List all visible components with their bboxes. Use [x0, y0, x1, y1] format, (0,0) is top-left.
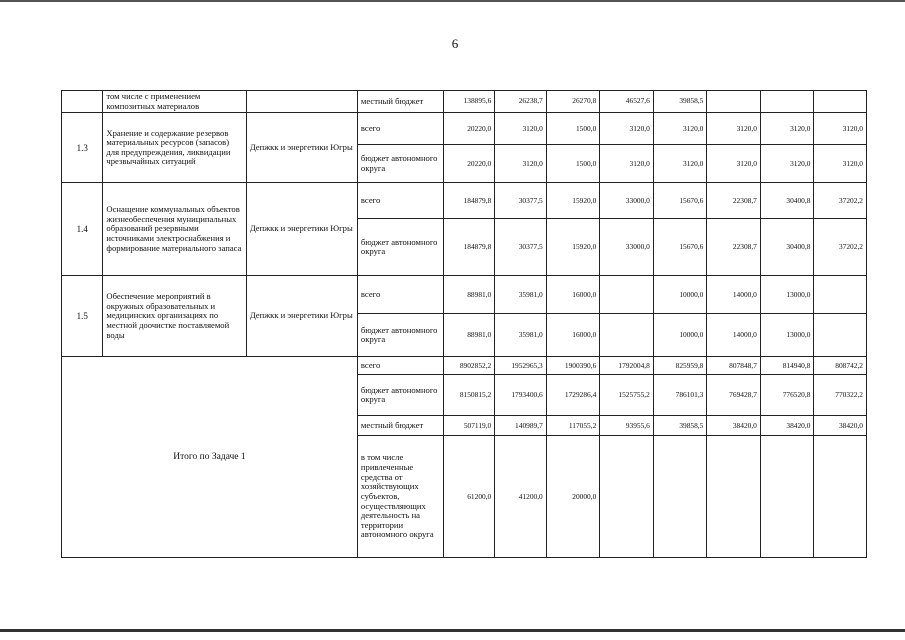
- executor-cell: Депжкк и энергетики Югры: [246, 183, 357, 276]
- value-cell: 15670,6: [653, 183, 707, 219]
- value-cell: 808742,2: [814, 357, 867, 375]
- value-cell: 1500,0: [546, 145, 600, 183]
- value-cell: 16000,0: [546, 314, 600, 357]
- value-cell: 138895,6: [443, 91, 495, 113]
- value-cell: 30400,8: [760, 219, 814, 276]
- value-cell: 3120,0: [495, 145, 547, 183]
- value-cell: 776520,8: [760, 375, 814, 416]
- value-cell: [600, 276, 654, 314]
- source-cell: местный бюджет: [357, 91, 443, 113]
- budget-table: [61, 90, 867, 558]
- value-cell: 38420,0: [814, 416, 867, 436]
- value-cell: 20220,0: [443, 113, 495, 145]
- value-cell: 13000,0: [760, 276, 814, 314]
- value-cell: 786101,3: [653, 375, 707, 416]
- value-cell: 33000,0: [600, 183, 654, 219]
- value-cell: 1525755,2: [600, 375, 654, 416]
- value-cell: 88981,0: [443, 276, 495, 314]
- value-cell: 38420,0: [707, 416, 761, 436]
- source-cell: всего: [357, 276, 443, 314]
- value-cell: 20000,0: [546, 436, 600, 558]
- source-cell: всего: [357, 113, 443, 145]
- value-cell: 30400,8: [760, 183, 814, 219]
- value-cell: 1500,0: [546, 113, 600, 145]
- value-cell: 814940,8: [760, 357, 814, 375]
- value-cell: 37202,2: [814, 219, 867, 276]
- value-cell: 184879,8: [443, 219, 495, 276]
- value-cell: 14000,0: [707, 276, 761, 314]
- value-cell: 507119,0: [443, 416, 495, 436]
- scan-edge-bottom: [0, 629, 905, 632]
- value-cell: 10000,0: [653, 314, 707, 357]
- page-number: 6: [451, 36, 459, 51]
- value-cell: 3120,0: [814, 113, 867, 145]
- source-cell: местный бюджет: [357, 416, 443, 436]
- value-cell: 37202,2: [814, 183, 867, 219]
- value-cell: 15670,6: [653, 219, 707, 276]
- value-cell: 3120,0: [653, 145, 707, 183]
- item-number-cell: 1.5: [62, 276, 103, 357]
- value-cell: [653, 436, 707, 558]
- value-cell: 39858,5: [653, 416, 707, 436]
- item-name-cell: Обеспечение мероприятий в окружных образовательных и медицинских организациях по местной доочистке поставляемой воды: [103, 276, 246, 357]
- value-cell: 3120,0: [760, 113, 814, 145]
- value-cell: 33000,0: [600, 219, 654, 276]
- executor-cell: [246, 91, 357, 113]
- value-cell: [707, 436, 761, 558]
- value-cell: 13000,0: [760, 314, 814, 357]
- value-cell: 1900390,6: [546, 357, 600, 375]
- value-cell: [707, 91, 761, 113]
- value-cell: 1792004,8: [600, 357, 654, 375]
- item-name-cell: том числе с применением композитных материалов: [103, 91, 246, 113]
- source-cell: бюджет автономного округа: [357, 314, 443, 357]
- value-cell: [814, 314, 867, 357]
- value-cell: 8150815,2: [443, 375, 495, 416]
- value-cell: 41200,0: [495, 436, 547, 558]
- value-cell: 770322,2: [814, 375, 867, 416]
- value-cell: 39858,5: [653, 91, 707, 113]
- value-cell: [814, 436, 867, 558]
- value-cell: 15920,0: [546, 183, 600, 219]
- table-row: [62, 183, 867, 219]
- value-cell: [814, 91, 867, 113]
- value-cell: 3120,0: [707, 145, 761, 183]
- value-cell: 3120,0: [600, 145, 654, 183]
- value-cell: 46527,6: [600, 91, 654, 113]
- table-row: [62, 113, 867, 145]
- value-cell: 20220,0: [443, 145, 495, 183]
- source-cell: в том числе привлеченные средства от хозяйствующих субъектов, осуществляющих деятельность на территории автономного округа: [357, 436, 443, 558]
- item-name-cell: Оснащение коммунальных объектов жизнеобеспечения муниципальных образований резервными источниками электроснабжения и формирование материального запаса: [103, 183, 246, 276]
- value-cell: 140989,7: [495, 416, 547, 436]
- value-cell: [600, 314, 654, 357]
- source-cell: всего: [357, 357, 443, 375]
- value-cell: 26270,8: [546, 91, 600, 113]
- value-cell: [760, 436, 814, 558]
- value-cell: 16000,0: [546, 276, 600, 314]
- value-cell: 825959,8: [653, 357, 707, 375]
- value-cell: 769428,7: [707, 375, 761, 416]
- executor-cell: Депжкк и энергетики Югры: [246, 276, 357, 357]
- value-cell: 22308,7: [707, 183, 761, 219]
- value-cell: 3120,0: [653, 113, 707, 145]
- value-cell: [760, 91, 814, 113]
- source-cell: бюджет автономного округа: [357, 375, 443, 416]
- source-cell: бюджет автономного округа: [357, 219, 443, 276]
- value-cell: 26238,7: [495, 91, 547, 113]
- value-cell: 8902852,2: [443, 357, 495, 375]
- value-cell: 3120,0: [707, 113, 761, 145]
- total-label-cell: Итого по Задаче 1: [62, 357, 358, 558]
- value-cell: 184879,8: [443, 183, 495, 219]
- value-cell: 10000,0: [653, 276, 707, 314]
- value-cell: 35981,0: [495, 314, 547, 357]
- value-cell: 15920,0: [546, 219, 600, 276]
- item-number-cell: 1.3: [62, 113, 103, 183]
- value-cell: 22308,7: [707, 219, 761, 276]
- item-name-cell: Хранение и содержание резервов материальных ресурсов (запасов) для предупреждения, ликвидации чрезвычайных ситуаций: [103, 113, 246, 183]
- value-cell: 807848,7: [707, 357, 761, 375]
- table-body: [62, 91, 867, 558]
- executor-cell: Депжкк и энергетики Югры: [246, 113, 357, 183]
- value-cell: 1729286,4: [546, 375, 600, 416]
- value-cell: 88981,0: [443, 314, 495, 357]
- value-cell: [600, 436, 654, 558]
- value-cell: 3120,0: [814, 145, 867, 183]
- table-row: [62, 276, 867, 314]
- source-cell: всего: [357, 183, 443, 219]
- source-cell: бюджет автономного округа: [357, 145, 443, 183]
- item-number-cell: 1.4: [62, 183, 103, 276]
- value-cell: 3120,0: [495, 113, 547, 145]
- value-cell: 35981,0: [495, 276, 547, 314]
- table-row: [62, 357, 867, 375]
- value-cell: 61200,0: [443, 436, 495, 558]
- value-cell: [814, 276, 867, 314]
- value-cell: 93955,6: [600, 416, 654, 436]
- value-cell: 38420,0: [760, 416, 814, 436]
- item-number-cell: [62, 91, 103, 113]
- value-cell: 30377,5: [495, 219, 547, 276]
- value-cell: 3120,0: [760, 145, 814, 183]
- scan-edge-top: [0, 0, 905, 2]
- value-cell: 1793400,6: [495, 375, 547, 416]
- value-cell: 1952965,3: [495, 357, 547, 375]
- table-row: [62, 91, 867, 113]
- value-cell: 30377,5: [495, 183, 547, 219]
- value-cell: 14000,0: [707, 314, 761, 357]
- value-cell: 117055,2: [546, 416, 600, 436]
- value-cell: 3120,0: [600, 113, 654, 145]
